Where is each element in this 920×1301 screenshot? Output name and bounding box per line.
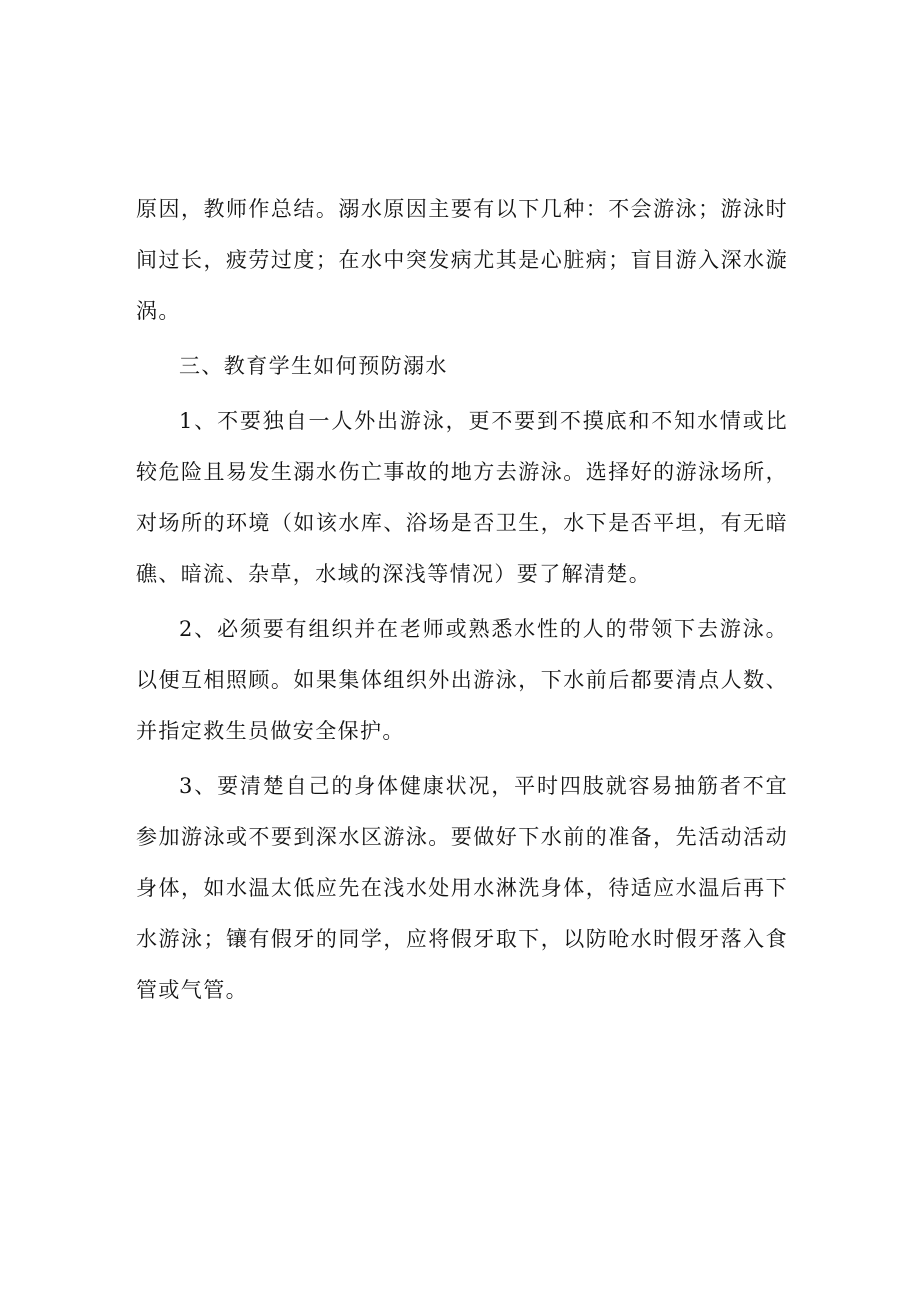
section-heading-prevention: 三、教育学生如何预防溺水 xyxy=(179,354,448,378)
document-page xyxy=(136,184,788,1016)
paragraph-drowning-causes: 原因，教师作总结。溺水原因主要有以下几种：不会游泳；游泳时间过长，疲劳过度；在水中突发病尤其是心脏病；盲目游入深水漩涡。 xyxy=(136,197,788,323)
paragraph-item-3: 3、要清楚自己的身体健康状况，平时四肢就容易抽筋者不宜参加游泳或不要到深水区游泳。要做好下水前的准备，先活动活动身体，如水温太低应先在浅水处用水淋洗身体，待适应水温后再下水游泳；镶有假牙的同学，应将假牙取下，以防呛水时假牙落入食管或气管。 xyxy=(136,774,788,1002)
paragraph-item-2: 2、必须要有组织并在老师或熟悉水性的人的带领下去游泳。以便互相照顾。如果集体组织外出游泳，下水前后都要清点人数、并指定救生员做安全保护。 xyxy=(136,617,788,743)
paragraph-item-1: 1、不要独自一人外出游泳，更不要到不摸底和不知水情或比较危险且易发生溺水伤亡事故的地方去游泳。选择好的游泳场所，对场所的环境（如该水库、浴场是否卫生，水下是否平坦，有无暗礁、暗流、杂草，水域的深浅等情况）要了解清楚。 xyxy=(136,409,788,586)
